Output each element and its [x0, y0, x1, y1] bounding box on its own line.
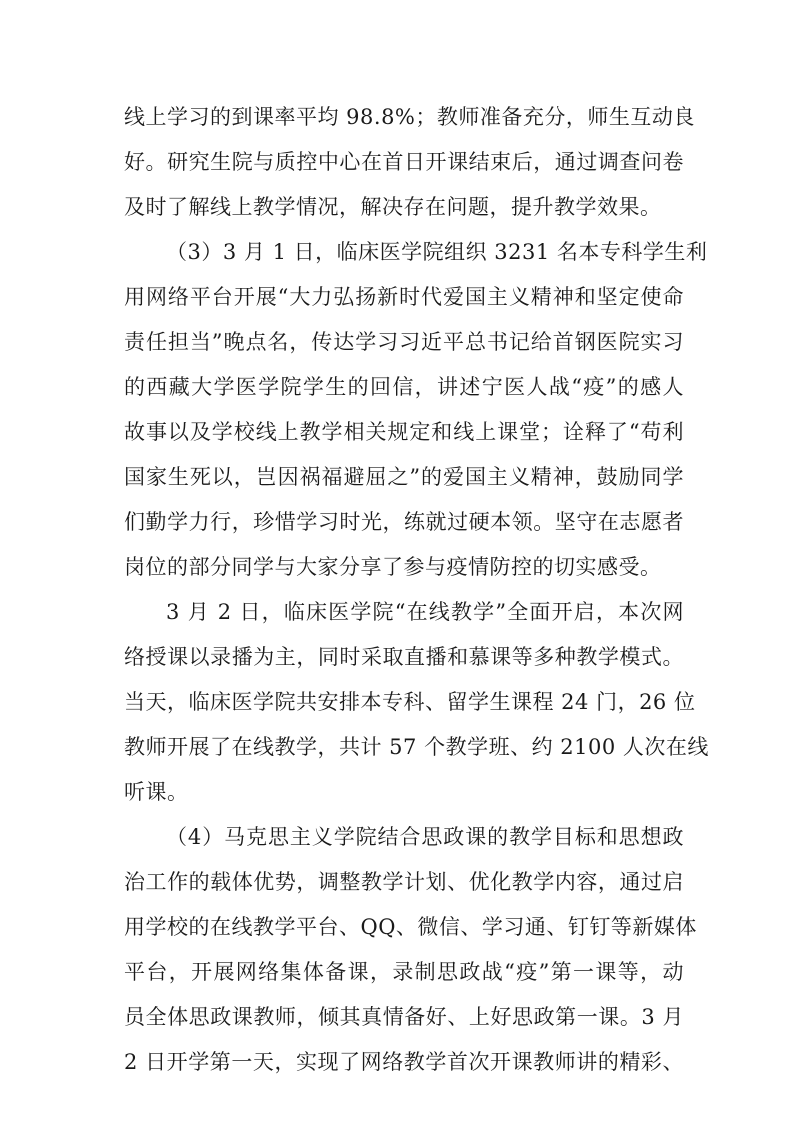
paragraph-4-line-5: 员全体思政课教师，倾其真情备好、上好思政第一课。3 月 — [124, 1005, 684, 1029]
paragraph-1-line-2: 好。研究生院与质控中心在首日开课结束后，通过调查问卷 — [124, 150, 684, 174]
paragraph-2-line-8: 岗位的部分同学与大家分享了参与疫情防控的切实感受。 — [124, 555, 662, 579]
paragraph-3-line-1: 3 月 2 日，临床医学院“在线教学”全面开启，本次网 — [166, 600, 684, 624]
paragraph-3-line-5: 听课。 — [124, 780, 189, 804]
paragraph-4-line-6: 2 日开学第一天，实现了网络教学首次开课教师讲的精彩、 — [124, 1050, 684, 1074]
paragraph-4-line-2: 治工作的载体优势，调整教学计划、优化教学内容，通过启 — [124, 870, 684, 894]
paragraph-2-line-7: 们勤学力行，珍惜学习时光，练就过硬本领。坚守在志愿者 — [124, 510, 684, 534]
paragraph-2-line-2: 用网络平台开展“大力弘扬新时代爱国主义精神和坚定使命 — [124, 285, 684, 309]
paragraph-2-line-6: 国家生死以，岂因祸福避屈之”的爱国主义精神，鼓励同学 — [124, 465, 684, 489]
paragraph-1-line-1: 线上学习的到课率平均 98.8%；教师准备充分，师生互动良 — [124, 105, 695, 129]
paragraph-4-line-3: 用学校的在线教学平台、QQ、微信、学习通、钉钉等新媒体 — [124, 915, 697, 939]
paragraph-3-line-2: 络授课以录播为主，同时采取直播和慕课等多种教学模式。 — [124, 645, 684, 669]
paragraph-3-line-3: 当天，临床医学院共安排本专科、留学生课程 24 门，26 位 — [124, 690, 696, 714]
paragraph-2-line-3: 责任担当”晚点名，传达学习习近平总书记给首钢医院实习 — [124, 330, 684, 354]
paragraph-4-line-4: 平台，开展网络集体备课，录制思政战“疫”第一课等，动 — [124, 960, 684, 984]
paragraph-1-line-3: 及时了解线上教学情况，解决存在问题，提升教学效果。 — [124, 195, 662, 219]
paragraph-2-line-5: 故事以及学校线上教学相关规定和线上课堂；诠释了“苟利 — [124, 420, 684, 444]
paragraph-2-line-1: （3）3 月 1 日，临床医学院组织 3231 名本专科学生利 — [166, 240, 708, 264]
paragraph-4-line-1: （4）马克思主义学院结合思政课的教学目标和思想政 — [166, 825, 684, 849]
paragraph-3-line-4: 教师开展了在线教学，共计 57 个教学班、约 2100 人次在线 — [124, 735, 709, 759]
paragraph-2-line-4: 的西藏大学医学院学生的回信，讲述宁医人战“疫”的感人 — [124, 375, 684, 399]
